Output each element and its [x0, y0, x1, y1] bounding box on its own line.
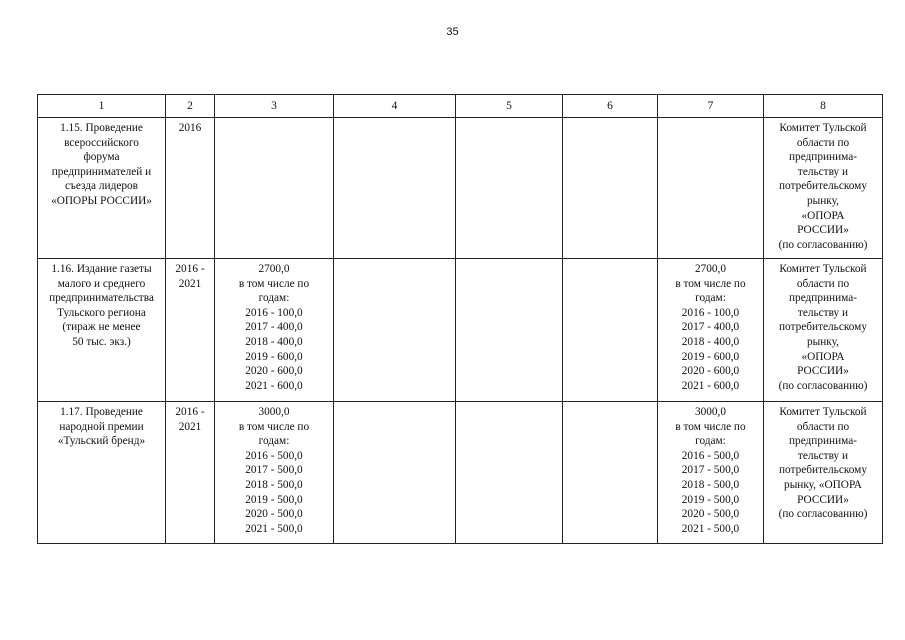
- cell-text-line: 2017 - 500,0: [681, 464, 740, 477]
- executor-cell: [764, 259, 883, 402]
- cell-text-line: тельству и: [797, 165, 849, 178]
- cell-text-line: 2016 -: [175, 406, 205, 418]
- funding-col5-cell: [456, 259, 563, 402]
- cell-text-line: 2021 - 600,0: [245, 379, 303, 392]
- cell-text-line: рынку, «ОПОРА: [784, 478, 862, 491]
- table-row: [38, 118, 883, 259]
- funding-total-cell: [215, 259, 334, 402]
- cell-text-line: 2019 - 600,0: [681, 350, 740, 363]
- funding-col4-cell: [334, 118, 456, 259]
- cell-text-line: тельству и: [797, 306, 849, 319]
- cell-text-line: 2019 - 600,0: [245, 350, 303, 363]
- cell-text-line: годам:: [695, 435, 726, 448]
- cell-text-line: Комитет Тульской: [779, 406, 867, 418]
- period-cell: [166, 259, 215, 402]
- cell-text-line: РОССИИ»: [797, 224, 849, 237]
- cell-text-line: 2021: [178, 420, 202, 433]
- activity-name-cell: [38, 259, 166, 402]
- cell-text-line: 2016 - 500,0: [681, 449, 740, 462]
- cell-text-line: рынку,: [807, 335, 839, 348]
- cell-text-line: 2017 - 500,0: [245, 464, 303, 477]
- activity-name-cell: [38, 402, 166, 544]
- funding-col4-cell: [334, 259, 456, 402]
- column-header: 4: [334, 95, 456, 118]
- cell-text-line: (по согласованию): [778, 238, 868, 251]
- funding-col4-cell: [334, 402, 456, 544]
- cell-text-line: предпринима-: [789, 435, 857, 448]
- cell-text-line: Тульского региона: [57, 306, 146, 319]
- cell-text-line: 2021 - 500,0: [681, 522, 740, 535]
- funding-col7-cell: [658, 402, 764, 544]
- cell-text-line: 2018 - 500,0: [245, 478, 303, 491]
- cell-text-line: потребительскому: [779, 180, 867, 193]
- cell-text-line: 2018 - 500,0: [681, 478, 740, 491]
- cell-text-line: 50 тыс. экз.): [72, 335, 131, 348]
- cell-text-line: 2016 - 500,0: [245, 449, 303, 462]
- cell-text-line: (тираж не менее: [62, 321, 141, 334]
- header-row: [38, 95, 883, 118]
- cell-text-line: 2700,0: [258, 263, 290, 275]
- cell-text-line: в том числе по: [238, 277, 310, 290]
- table-row: [38, 402, 883, 544]
- cell-text-line: области по: [796, 136, 850, 149]
- period-cell: [166, 402, 215, 544]
- funding-total-cell: [215, 402, 334, 544]
- cell-text-line: в том числе по: [238, 420, 310, 433]
- cell-text-line: Комитет Тульской: [779, 263, 867, 275]
- cell-text-line: 2021 - 600,0: [681, 379, 740, 392]
- cell-text-line: 2018 - 400,0: [681, 335, 740, 348]
- funding-col6-cell: [563, 118, 658, 259]
- cell-text-line: 2017 - 400,0: [681, 321, 740, 334]
- funding-col5-cell: [456, 402, 563, 544]
- cell-text-line: съезда лидеров: [65, 180, 138, 193]
- cell-text-line: 2019 - 500,0: [245, 493, 303, 506]
- cell-text-line: 1.16. Издание газеты: [51, 263, 152, 275]
- cell-text-line: 2021 - 500,0: [245, 522, 303, 535]
- page-number: 35: [446, 26, 459, 38]
- cell-text-line: годам:: [258, 435, 290, 448]
- column-header: 7: [658, 95, 764, 118]
- cell-text-line: предпринима-: [789, 151, 857, 164]
- cell-text-line: (по согласованию): [778, 379, 868, 392]
- cell-text-line: потребительскому: [779, 464, 867, 477]
- column-header: 5: [456, 95, 563, 118]
- cell-text-line: 2017 - 400,0: [245, 321, 303, 334]
- column-header: 3: [215, 95, 334, 118]
- table-row: [38, 259, 883, 402]
- cell-text-line: «ОПОРА: [801, 209, 845, 222]
- cell-text-line: предпринима-: [789, 292, 857, 305]
- cell-text-line: «ОПОРА: [801, 350, 845, 363]
- cell-text-line: потребительскому: [779, 321, 867, 334]
- cell-text-line: в том числе по: [675, 420, 746, 433]
- cell-text-line: 2016: [178, 122, 202, 134]
- cell-text-line: РОССИИ»: [797, 365, 849, 378]
- cell-text-line: (по согласованию): [778, 508, 868, 521]
- cell-text-line: тельству и: [797, 449, 849, 462]
- program-table: [37, 94, 883, 544]
- cell-text-line: форума: [83, 151, 120, 164]
- funding-col5-cell: [456, 118, 563, 259]
- cell-text-line: 2016 - 100,0: [245, 306, 303, 319]
- cell-text-line: «Тульский бренд»: [57, 435, 146, 448]
- funding-col7-cell: [658, 259, 764, 402]
- column-header: 8: [764, 95, 883, 118]
- cell-text-line: 2020 - 500,0: [681, 508, 740, 521]
- funding-col7-cell: [658, 118, 764, 259]
- cell-text-line: 1.15. Проведение: [60, 122, 143, 134]
- cell-text-line: «ОПОРЫ РОССИИ»: [51, 194, 152, 207]
- cell-text-line: 2016 - 100,0: [681, 306, 740, 319]
- cell-text-line: в том числе по: [675, 277, 746, 290]
- cell-text-line: области по: [796, 277, 850, 290]
- cell-text-line: 3000,0: [694, 406, 727, 418]
- executor-cell: [764, 402, 883, 544]
- column-header: 6: [563, 95, 658, 118]
- cell-text-line: 2019 - 500,0: [681, 493, 740, 506]
- cell-text-line: 2700,0: [694, 263, 727, 275]
- funding-col6-cell: [563, 402, 658, 544]
- period-cell: [166, 118, 215, 259]
- cell-text-line: малого и среднего: [57, 277, 146, 290]
- cell-text-line: области по: [796, 420, 850, 433]
- cell-text-line: 2020 - 500,0: [245, 508, 303, 521]
- cell-text-line: народной премии: [59, 420, 144, 433]
- cell-text-line: годам:: [695, 292, 726, 305]
- cell-text-line: 3000,0: [258, 406, 290, 418]
- cell-text-line: предпринимателей и: [51, 165, 152, 178]
- column-header: 1: [38, 95, 166, 118]
- executor-cell: [764, 118, 883, 259]
- cell-text-line: Комитет Тульской: [779, 122, 867, 134]
- cell-text-line: 1.17. Проведение: [60, 406, 143, 418]
- cell-text-line: всероссийского: [64, 136, 139, 149]
- cell-text-line: 2016 -: [175, 263, 205, 275]
- activity-name-cell: [38, 118, 166, 259]
- cell-text-line: 2020 - 600,0: [245, 365, 303, 378]
- column-header: 2: [166, 95, 215, 118]
- cell-text-line: 2020 - 600,0: [681, 365, 740, 378]
- cell-text-line: рынку,: [807, 194, 839, 207]
- cell-text-line: 2021: [178, 277, 202, 290]
- cell-text-line: предпринимательства: [49, 292, 154, 305]
- funding-col6-cell: [563, 259, 658, 402]
- cell-text-line: РОССИИ»: [797, 493, 849, 506]
- funding-total-cell: [215, 118, 334, 259]
- cell-text-line: годам:: [258, 292, 290, 305]
- cell-text-line: 2018 - 400,0: [245, 335, 303, 348]
